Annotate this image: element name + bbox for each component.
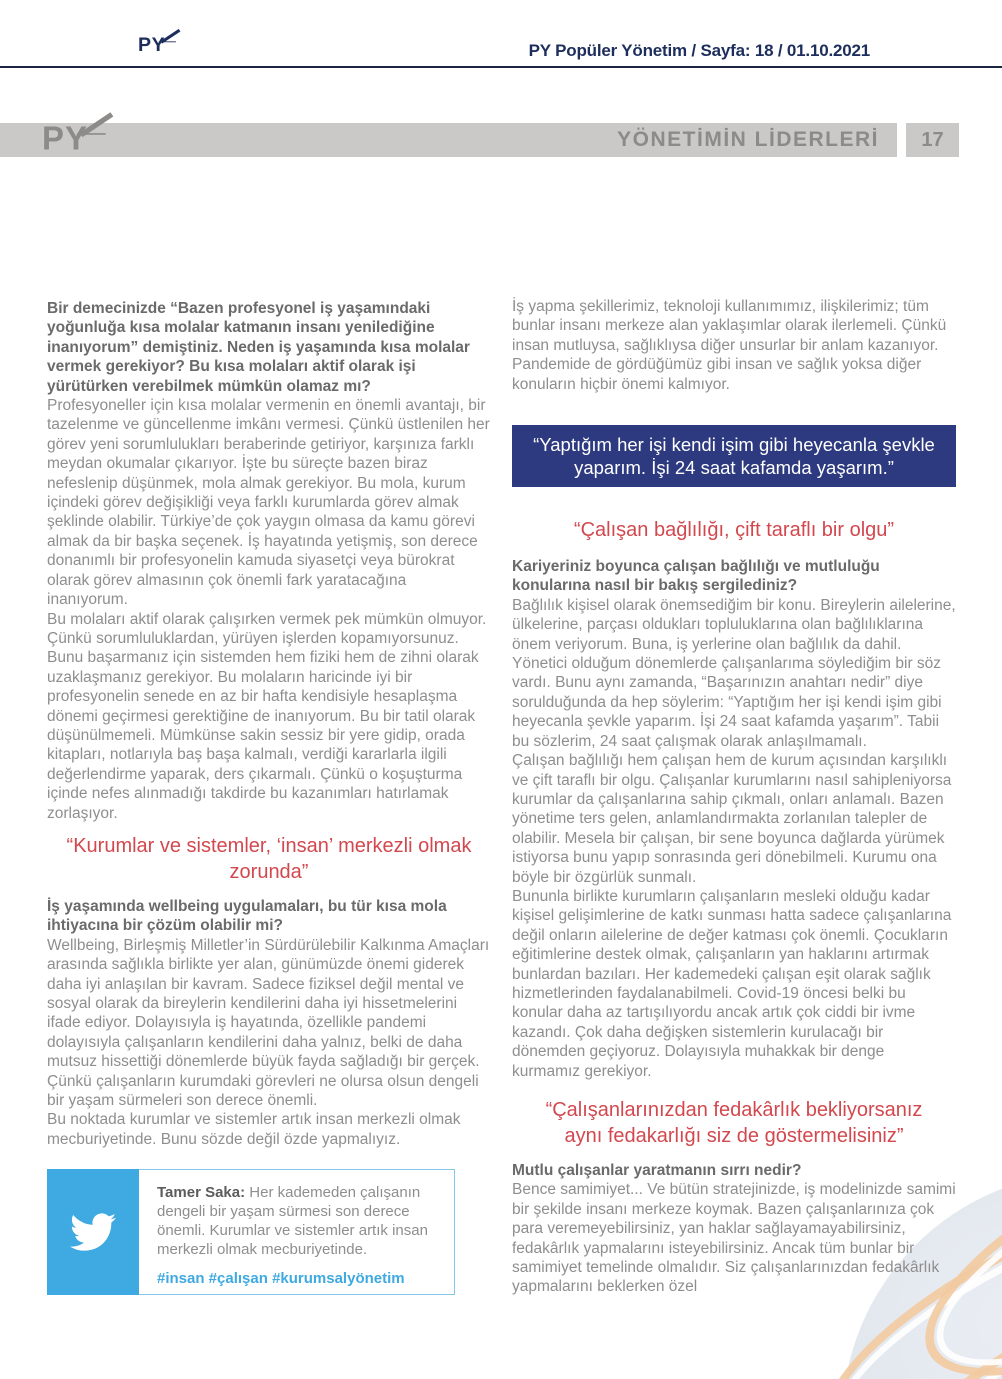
py-logo-icon	[138, 28, 182, 58]
twitter-bird-icon	[65, 1209, 121, 1255]
svg-text:PY: PY	[138, 33, 166, 56]
interview-answer: Çalışan bağlılığı hem çalışan hem de kurum açısından karşılıklı ve çift taraflı bir olgu. Çalışanlar kurumlarını nasıl sahipleniyorsa kurumlar da çalışanlarına sahip çıkmalı, onları anlamalı. Bazen yönetime ters gelen, anlamlandırmakta zorlanılan talepler de olabilir. Mesela bir çalışan, bir sene boyunca dağlarda yürümek istiyorsa bunu yapıp sonrasında geri dönebilmeli. Kurumu ona böyle bir özgürlük sunmalı.	[512, 752, 952, 886]
interview-answer: Bu molaları aktif olarak çalışırken vermek pek mümkün olmuyor. Çünkü sorumluluklardan, yürüyen işlerden kopamıyorsunuz. Bunu başarmanız için sistemden hem fiziki hem de zihni olarak uzaklaşmanız gerekiyor. Bu molaların haricinde iyi bir profesyonelin senede en az bir hafta kendisiyle hesaplaşma dönemi geçirmesi gerektiğine de inanıyorum. Bu bir tatil olarak düşünülmemeli. Mümkünse sakin sessiz bir yere gidip, orada kitapları, notlarıyla baş başa kalmalı, verdiği kararlarla ilgili değerlendirme yaparak, ders çıkarmalı. Çünkü o koşuşturma içinde nefes alınmadığı takdirde bu kazanımları hatırlamak zorlaşıyor.	[47, 610, 487, 822]
right-column	[512, 297, 956, 1297]
interview-question: Bir demecinizde “Bazen profesyonel iş yaşamındaki yoğunluğa kısa molalar katmanın insanı yenilediğine inanıyorum” demiştiniz. Neden iş yaşamında kısa molalar vermek gerekiyor? Bu kısa molaları aktif olarak işi yürütürken verebilmek mümkün olamaz mı?	[47, 300, 470, 395]
tweet-hashtags: #insan #çalışan #kurumsalyönetim	[157, 1270, 405, 1288]
left-column	[47, 299, 491, 1295]
interview-answer: Bağlılık kişisel olarak önemsediğim bir konu. Bireylerin ailelerine, ülkelerine, parçası oldukları topluluklarına olan bağlılıklarına önem veriyorum. Buna, iş yerlerine olan bağlılık da dahil. Yönetici olduğum dönemlerde çalışanlarıma söylediğim bir söz vardı. Bunu aynı zamanda, “Başarınızın anahtarı nedir” diye sorulduğunda da hep söylerim: “Yaptığım her işi kendi işim gibi heyecanla şevkle yaparım. İşi 24 saat kafamda yaşarım”. Tabii bu sözlerim, 24 saat çalışmak olarak anlaşılmamalı.	[512, 596, 956, 750]
interview-answer: Bu noktada kurumlar ve sistemler artık insan merkezli olmak mecburiyetinde. Bunu sözde değil özde yapmalıyız.	[47, 1111, 461, 1148]
page-number: 17	[921, 129, 944, 151]
tweet-text: Her kademeden çalışanın dengeli bir yaşam sürmesi son derece önemli. Kurumlar ve sistemler artık insan merkezli olmak mecburiyetinde.	[157, 1184, 428, 1259]
pull-quote-heading: “Kurumlar ve sistemler, ‘insan’ merkezli olmak zorunda”	[66, 834, 472, 883]
interview-question: İş yaşamında wellbeing uygulamaları, bu tür kısa mola ihtiyacına bir çözüm olabilir mi?	[47, 897, 447, 935]
tweet-author: Tamer Saka:	[157, 1184, 246, 1202]
pull-quote-heading: “Çalışan bağlılığı, çift taraflı bir olgu”	[573, 519, 895, 542]
svg-text:PY: PY	[42, 119, 88, 157]
tweet-content	[139, 1169, 455, 1295]
interview-question: Kariyeriniz boyunca çalışan bağlılığı ve mutluluğu konularına nasıl bir bakış sergilediniz?	[512, 558, 880, 595]
interview-answer: İş yapma şekillerimiz, teknoloji kullanımımız, ilişkilerimiz; tüm bunlar insanı merkeze alan yaklaşımlar olarak ilerlemeli. Çünkü insan mutluysa, sağlıklıysa diğer unsurlar bir anlam kazanıyor. Pandemide de gördüğümüz gibi insan ve sağlık yoksa diğer konuların hiçbir önemi kalmıyor.	[512, 298, 947, 393]
section-band	[0, 123, 897, 157]
page-number-box	[906, 123, 959, 157]
interview-answer: Bence samimiyet... Ve bütün stratejinizde, iş modelinizde samimi bir şekilde insanı merkeze koymak. Bazen çalışanlarınıza çok para veremeyebilirsiniz, yan haklar sağlayamayabilirsiniz, fedakârlık yapmalarını isteyebilirsiniz. Ancak tüm bunlar bir samimiyet temelinde olmalıdır. Siz çalışanlarınızdan fedakârlık yapmalarını beklerken özel	[512, 1181, 956, 1296]
interview-answer: Profesyoneller için kısa molalar vermenin en önemli avantajı, bir tazelenme ve güncellenme imkânı vermesi. Çünkü üstlenilen her görev yeni sorumlulukları beraberinde getiriyor, karşınıza farklı meydan okumalar çıkarıyor. İşte bu süreçte bazen biraz nefeslenip düşünmek, mola almak gerekiyor. Bu mola, kurum içindeki görev değişikliği veya farklı kurumlarda görev almak şeklinde olabilir. Türkiye’de çok yaygın olmasa da kamu görevi almak da bir başka seçenek. İş hayatında yetişmiş, son derece donanımlı bir profesyonelin kamuda siyasetçi veya bürokrat olarak görev almasının çok önemli fark yaratacağına inanıyorum.	[47, 397, 490, 609]
pull-quote-heading: “Çalışanlarınızdan fedakârlık bekliyorsanız aynı fedakarlığı siz de göstermelisiniz”	[545, 1099, 923, 1147]
interview-question: Mutlu çalışanlar yaratmanın sırrı nedir?	[512, 1162, 802, 1179]
header-divider	[0, 66, 1002, 68]
py-logo-band-icon	[42, 108, 116, 164]
interview-answer: Wellbeing, Birleşmiş Milletler’in Sürdürülebilir Kalkınma Amaçları arasında sağlıkla birlikte yer alan, günümüzde önemi giderek daha iyi anlaşılan bir kavram. Sadece fiziksel değil mental ve sosyal olarak da bireylerin kendilerini daha iyi hissetmelerini ifade ediyor. Dolayısıyla iş hayatında, özellikle pandemi dolayısıyla çalışanların kendilerini daha yalnız, belki de daha mutsuz hissettiği dönemlerde büyük fayda sağladığı bir gerçek. Çünkü çalışanların kurumdaki görevleri ne olursa olsun dengeli bir yaşam sürmeleri son derece önemli.	[47, 936, 490, 1110]
tweet-card	[47, 1169, 455, 1295]
quote-box-text: “Yaptığım her işi kendi işim gibi heyecanla şevkle yaparım. İşi 24 saat kafamda yaşarım.”	[533, 434, 935, 479]
interview-answer: Bununla birlikte kurumların çalışanların mesleki olduğu kadar kişisel gelişimlerine de katkı sunması hatta sadece çalışanlarına değil onların ailelerine de değer katması çok önemli. Çocukların eğitimlerine destek olmak, çalışanların yan haklarını artırmak bunlardan bazıları. Her kademedeki çalışan eşit olarak sağlık hizmetlerinden faydalanabilmeli. Covid-19 öncesi belki bu konular daha az tartışılıyordu ancak artık çok ciddi bir ivme kazandı. Çok daha değişken sistemlerin kurulacağı bir dönemden geçiyoruz. Dolayısıyla muhakkak bir denge kurmamız gerekiyor.	[512, 887, 952, 1080]
header-info-text: PY Popüler Yönetim / Sayfa: 18 / 01.10.2021	[528, 41, 870, 60]
section-title: YÖNETİMİN LİDERLERİ	[617, 128, 879, 151]
twitter-icon-panel	[47, 1169, 139, 1295]
tweet-text-block	[157, 1183, 438, 1259]
quote-box	[512, 425, 956, 487]
